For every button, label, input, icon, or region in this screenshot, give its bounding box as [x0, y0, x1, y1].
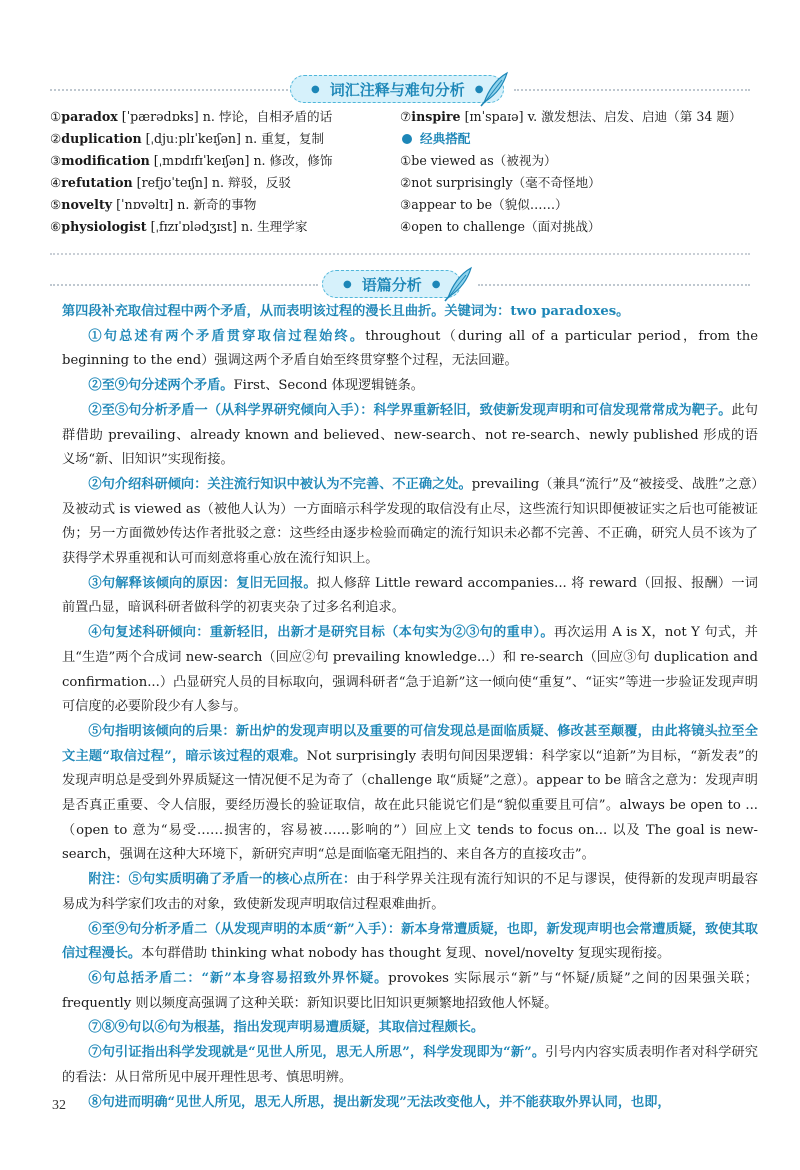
bullet-icon [402, 134, 412, 144]
entry-ipa: [ˌmɒdɪfɪˈkeɪʃən] [153, 153, 250, 168]
paragraph-text: First、Second 体现逻辑链条。 [233, 378, 424, 394]
entry-definition: n. 修改，修饰 [253, 153, 333, 168]
analysis-paragraph [62, 1016, 758, 1041]
dot-icon: ● [431, 278, 441, 290]
divider [50, 89, 288, 91]
paragraph-text: 再次运用 A is X，not Y 句式，并且“生造”两个合成词 new-search（回应②句 prevailing knowledge...）和 re-search（回应③句 duplication and confirmation...）凸显研究人员的目标取向，强调科研者“急于追新”这一倾向使“重复”、“证实”等进一步验证发现声明可信度的必要阶段少有人参与。 [62, 625, 758, 715]
page-number: 32 [52, 1098, 66, 1113]
vocab-section-banner [0, 71, 800, 107]
paragraph-text: 此句群借助 prevailing、already known and believed、new-search、not re-search、newly published 形成的语义场“新、旧知识”实现衔接。 [62, 402, 758, 468]
entry-definition: n. 生理学家 [240, 219, 308, 234]
paragraph-highlight: ②句介绍科研倾向：关注流行知识中被认为不完善、不正确之处。 [88, 476, 472, 492]
analysis-paragraph [62, 325, 758, 374]
entry-definition: v. 激发想法、启发、启迪（第 34 题） [527, 109, 742, 124]
vocab-entry [50, 150, 333, 172]
entry-ipa: [ˌfɪzɪˈɒlədʒɪst] [150, 219, 237, 234]
analysis-paragraph [62, 399, 758, 473]
intro-text: 第四段补充取信过程中两个矛盾，从而表明该过程的漫长且曲折。关键词为：two paradoxes。 [62, 304, 630, 319]
entry-definition: n. 新奇的事物 [177, 197, 257, 212]
entry-word: novelty [61, 197, 113, 212]
dot-icon: ● [311, 83, 320, 95]
entry-number: ⑤ [50, 197, 62, 212]
analysis-paragraph [62, 473, 758, 572]
section-divider [50, 253, 750, 255]
entry-word: paradox [61, 109, 118, 124]
paragraph-text: 由于科学界关注现有流行知识的不足与谬误，使得新的发现声明最容易成为科学家们攻击的对象，致使新发现声明取信过程艰难曲折。 [62, 872, 759, 912]
entry-word: modification [61, 153, 150, 168]
collocation-item: ④open to challenge（面对挑战） [400, 219, 601, 234]
vocab-entry [50, 172, 333, 194]
analysis-paragraph [62, 918, 758, 967]
analysis-paragraph [62, 1041, 758, 1090]
divider [478, 284, 750, 286]
vocab-entry [50, 194, 333, 216]
entry-number: ⑥ [50, 219, 62, 234]
collocations-heading [400, 128, 742, 150]
entry-number: ④ [50, 175, 62, 190]
dot-icon: ● [474, 83, 484, 95]
entry-ipa: [refjʊˈteɪʃn] [136, 175, 208, 190]
paragraph-text: provokes 实际展示“新”与“怀疑/质疑”之间的因果强关联；frequently 则以频度高强调了这种关联：新知识要比旧知识更频繁地招致他人怀疑。 [62, 970, 758, 1011]
collocations-title: 经典搭配 [420, 131, 471, 146]
paragraph-highlight: ④句复述科研倾向：重新轻旧，出新才是研究目标（本句实为②③句的重申）。 [88, 625, 554, 641]
entry-definition: n. 辩驳，反驳 [211, 175, 291, 190]
paragraph-highlight: ⑦⑧⑨句以⑥句为根基，指出发现声明易遭质疑，其取信过程颇长。 [88, 1020, 485, 1036]
entry-number: ③ [50, 153, 62, 168]
analysis-paragraph [62, 967, 758, 1016]
paragraph-text: 拟人修辞 Little reward accompanies... 将 reward（回报、报酬）一词前置凸显，暗讽科研者做科学的初衷夹杂了过多名利追求。 [62, 575, 758, 616]
entry-ipa: [ˈpærədɒks] [121, 109, 199, 124]
analysis-paragraph [62, 621, 758, 720]
paragraph-highlight: ⑥句总括矛盾二：“新”本身容易招致外界怀疑。 [88, 970, 389, 986]
discourse-section-banner [0, 266, 800, 302]
analysis-paragraph [62, 374, 758, 399]
paragraph-text: 本句群借助 thinking what nobody has thought 复现、novel/novelty 复现实现衔接。 [141, 946, 671, 962]
dot-icon: ● [343, 278, 352, 290]
paragraph-highlight: ②至⑨句分述两个矛盾。 [88, 378, 234, 394]
paragraph-text: 引号内内容实质表明作者对科学研究的看法：从日常所见中展开理性思考、慎思明辨。 [62, 1045, 758, 1085]
entry-word: duplication [61, 131, 142, 146]
vocab-entry [50, 128, 333, 150]
analysis-paragraph [62, 1091, 758, 1116]
collocation-item: ①be viewed as（被视为） [400, 153, 557, 168]
paragraph-text: prevailing（兼具“流行”及“被接受、战胜”之意）及被动式 is viewed as（被他人认为）一方面暗示科学发现的取信没有止尽，这些流行知识即便被证实之后也可能被证伪；另一方面微妙传达作者批驳之意：这些经由逐步检验而确定的流行知识未必都不完善、不正确，研究人员不该为了获得学术界重视和认可而刻意将重心放在流行知识上。 [62, 476, 759, 567]
vocab-column-left [50, 106, 333, 238]
entry-ipa: [ˈnɒvəltɪ] [116, 197, 174, 212]
paragraph-text: Not surprisingly 表明句间因果逻辑：科学家以“追新”为目标，“新发表”的发现声明总是受到外界质疑这一情况便不足为奇了（challenge 取“质疑”之意）。appear to be 暗含之意为：发现声明是否真正重要、令人信服，要经历漫长的验证取信，故在此只能说它们是“貌似重要且可信”。always be open to ...（open to 意为“易受……损害的，容易被……影响的”）回应上文 tends to focus on... 以及 The goal is new-search，强调在这种大环境下，新研究声明“总是面临毫无阻挡的、来自各方的直接攻击”。 [62, 748, 759, 863]
quill-pen-icon [442, 266, 474, 302]
vocab-entry [50, 106, 333, 128]
entry-number: ⑦ [400, 109, 412, 124]
paragraph-highlight: ⑦句引证指出科学发现就是“见世人所见，思无人所思”，科学发现即为“新”。 [88, 1045, 546, 1061]
paragraph-text: throughout（during all of a particular period，from the beginning to the end）强调这两个矛盾自始至终贯穿整个过程，无法回避。 [62, 328, 758, 369]
paragraph-highlight: ⑥至⑨句分析矛盾二（从发现声明的本质“新”入手）：新本身常遭质疑，也即，新发现声明也会常遭质疑，致使其取信过程漫长。 [62, 921, 758, 962]
vocab-section-title: 词汇注释与难句分析 [329, 80, 465, 99]
divider [514, 89, 750, 91]
discourse-section-title: 语篇分析 [361, 275, 422, 294]
discourse-intro [62, 300, 758, 325]
vocab-entry [400, 106, 742, 128]
entry-word: refutation [61, 175, 133, 190]
analysis-paragraph [62, 868, 758, 917]
paragraph-highlight: ⑧句进而明确“见世人所见，思无人所思，提出新发现”无法改变他人，并不能获取外界认同，也即， [88, 1094, 671, 1110]
quill-pen-icon [478, 71, 510, 107]
entry-number: ② [50, 131, 62, 146]
paragraph-highlight: ⑤句指明该倾向的后果：新出炉的发现声明以及重要的可信发现总是面临质疑、修改甚至颠覆，由此将镜头拉至全文主题“取信过程”，暗示该过程的艰难。 [62, 723, 758, 764]
paragraph-highlight: 附注：⑤句实质明确了矛盾一的核心点所在： [88, 872, 357, 888]
entry-word: physiologist [61, 219, 147, 234]
discourse-section-title-pill [322, 270, 461, 298]
entry-word: inspire [411, 109, 461, 124]
divider [50, 284, 318, 286]
entry-definition: n. 重复，复制 [244, 131, 325, 146]
analysis-paragraph [62, 572, 758, 621]
entry-ipa: [ɪnˈspaɪə] [464, 109, 524, 124]
vocab-entry [50, 216, 333, 238]
paragraph-highlight: ③句解释该倾向的原因：复旧无回报。 [88, 575, 317, 591]
entry-definition: n. 悖论，自相矛盾的话 [202, 109, 333, 124]
vocab-column-right [400, 106, 742, 238]
entry-ipa: [ˌdjuːplɪˈkeɪʃən] [145, 131, 241, 146]
collocation-item: ②not surprisingly（毫不奇怪地） [400, 175, 601, 190]
collocation-item: ③appear to be（貌似……） [400, 197, 568, 212]
paragraph-highlight: ①句总述有两个矛盾贯穿取信过程始终。 [88, 328, 366, 344]
vocab-section-title-pill [290, 75, 504, 103]
discourse-body [62, 300, 758, 1115]
entry-number: ① [50, 109, 62, 124]
paragraph-highlight: ②至⑤句分析矛盾一（从科学界研究倾向入手）：科学界重新轻旧，致使新发现声明和可信发现常常成为靶子。 [88, 402, 732, 418]
analysis-paragraph [62, 720, 758, 868]
